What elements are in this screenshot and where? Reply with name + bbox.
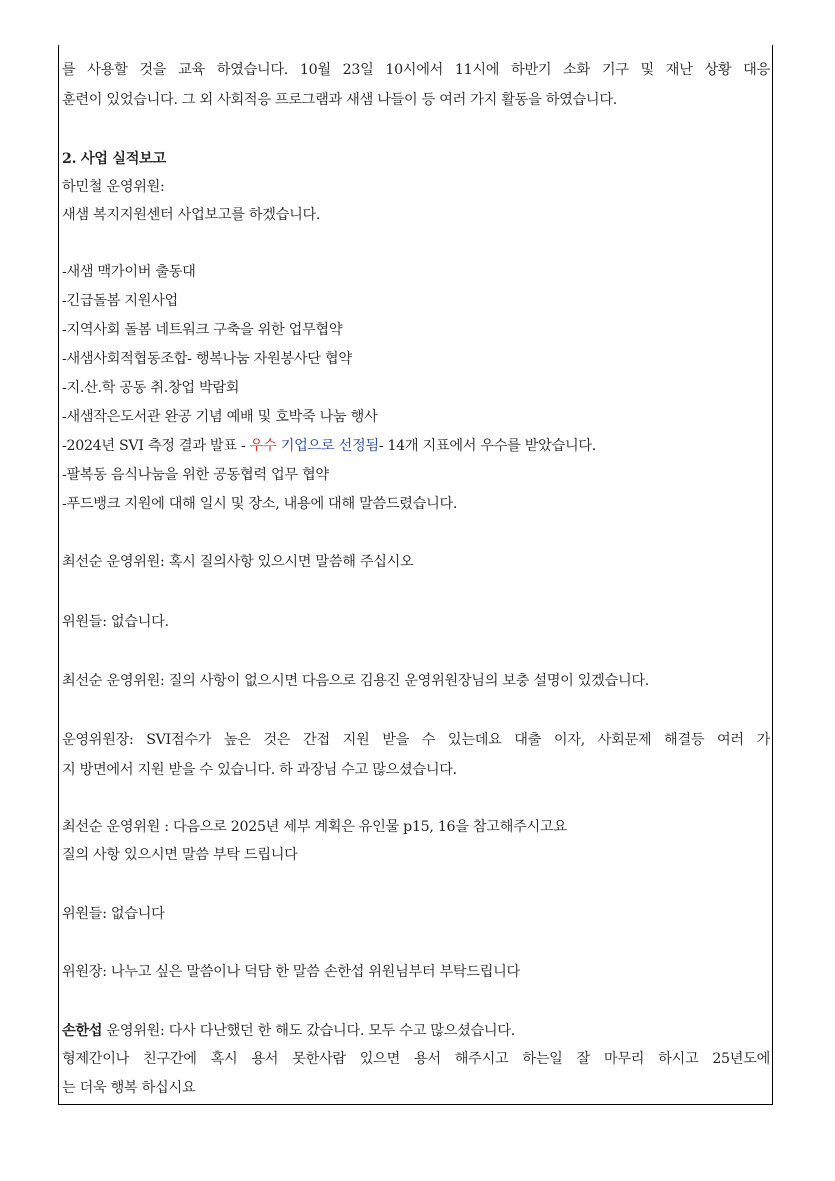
paragraph-line: 최선순 운영위원 : 다음으로 2025년 세부 계획은 유인물 p15, 16을 참고해주시고요 bbox=[62, 819, 567, 835]
list-item-svi bbox=[62, 436, 596, 456]
list-item: -긴급돌봄 지원사업 bbox=[62, 293, 178, 309]
paragraph-line: 위원들: 없습니다 bbox=[62, 906, 165, 922]
paragraph-line: 운영위원장: SVI점수가 높은 것은 간접 지원 받을 수 있는데요 대출 이자, 사회문제 해결등 여러 가 bbox=[62, 732, 770, 748]
svi-highlight-red: 우수 bbox=[249, 438, 281, 454]
speaker-name: 손한섭 bbox=[62, 1023, 103, 1039]
list-item: -지.산.학 공동 취.창업 박람회 bbox=[62, 380, 240, 396]
list-item: -푸드뱅크 지원에 대해 일시 및 장소, 내용에 대해 말씀드렸습니다. bbox=[62, 496, 458, 512]
paragraph-line: 위원들: 없습니다. bbox=[62, 614, 169, 630]
paragraph-line: 형제간이나 친구간에 혹시 용서 못한사람 있으면 용서 해주시고 하는일 잘 마무리 하시고 25년도에 bbox=[62, 1051, 770, 1067]
list-item: -지역사회 돌봄 네트워크 구축을 위한 업무협약 bbox=[62, 322, 343, 338]
paragraph-line: 는 더욱 행복 하십시요 bbox=[62, 1080, 196, 1096]
document-frame bbox=[58, 45, 773, 1105]
list-item: -팔복동 음식나눔을 위한 공동협력 업무 협약 bbox=[62, 467, 329, 483]
section-title: 2. 사업 실적보고 bbox=[62, 151, 166, 167]
list-item: -새샘사회적협동조합- 행복나눔 자원봉사단 협약 bbox=[62, 351, 352, 367]
son-statement-line bbox=[62, 1021, 515, 1041]
svi-prefix: -2024년 SVI 측정 결과 발표 - bbox=[62, 438, 250, 454]
list-item: -새샘 맥가이버 출동대 bbox=[62, 264, 196, 280]
list-item: -새샘작은도서관 완공 기념 예배 및 호박죽 나눔 행사 bbox=[62, 409, 378, 425]
speaker-label: 하민철 운영위원: bbox=[62, 179, 165, 195]
paragraph-line: 새샘 복지지원센터 사업보고를 하겠습니다. bbox=[62, 207, 321, 223]
paragraph-line: 위원장: 나누고 싶은 말씀이나 덕담 한 말씀 손한섭 위원님부터 부탁드립니다 bbox=[62, 964, 520, 980]
svi-highlight-blue: 기업으로 선정됨 bbox=[280, 438, 379, 454]
svi-suffix: - 14개 지표에서 우수를 받았습니다. bbox=[378, 438, 597, 454]
paragraph-line: 훈련이 있었습니다. 그 외 사회적응 프로그램과 새샘 나들이 등 여러 가지 활동을 하였습니다. bbox=[62, 92, 617, 108]
paragraph-line: 지 방면에서 지원 받을 수 있습니다. 하 과장님 수고 많으셨습니다. bbox=[62, 762, 457, 778]
paragraph-line: 최선순 운영위원: 혹시 질의사항 있으시면 말씀해 주십시오 bbox=[62, 554, 414, 570]
paragraph-line: 최선순 운영위원: 질의 사항이 없으시면 다음으로 김용진 운영위원장님의 보충 설명이 있겠습니다. bbox=[62, 673, 649, 689]
statement-text: 운영위원: 다사 다난했던 한 해도 갔습니다. 모두 수고 많으셨습니다. bbox=[102, 1023, 515, 1039]
paragraph-line: 질의 사항 있으시면 말씀 부탁 드립니다 bbox=[62, 847, 298, 863]
paragraph-line: 를 사용할 것을 교육 하였습니다. 10월 23일 10시에서 11시에 하반기 소화 기구 및 재난 상황 대응 bbox=[62, 62, 770, 78]
